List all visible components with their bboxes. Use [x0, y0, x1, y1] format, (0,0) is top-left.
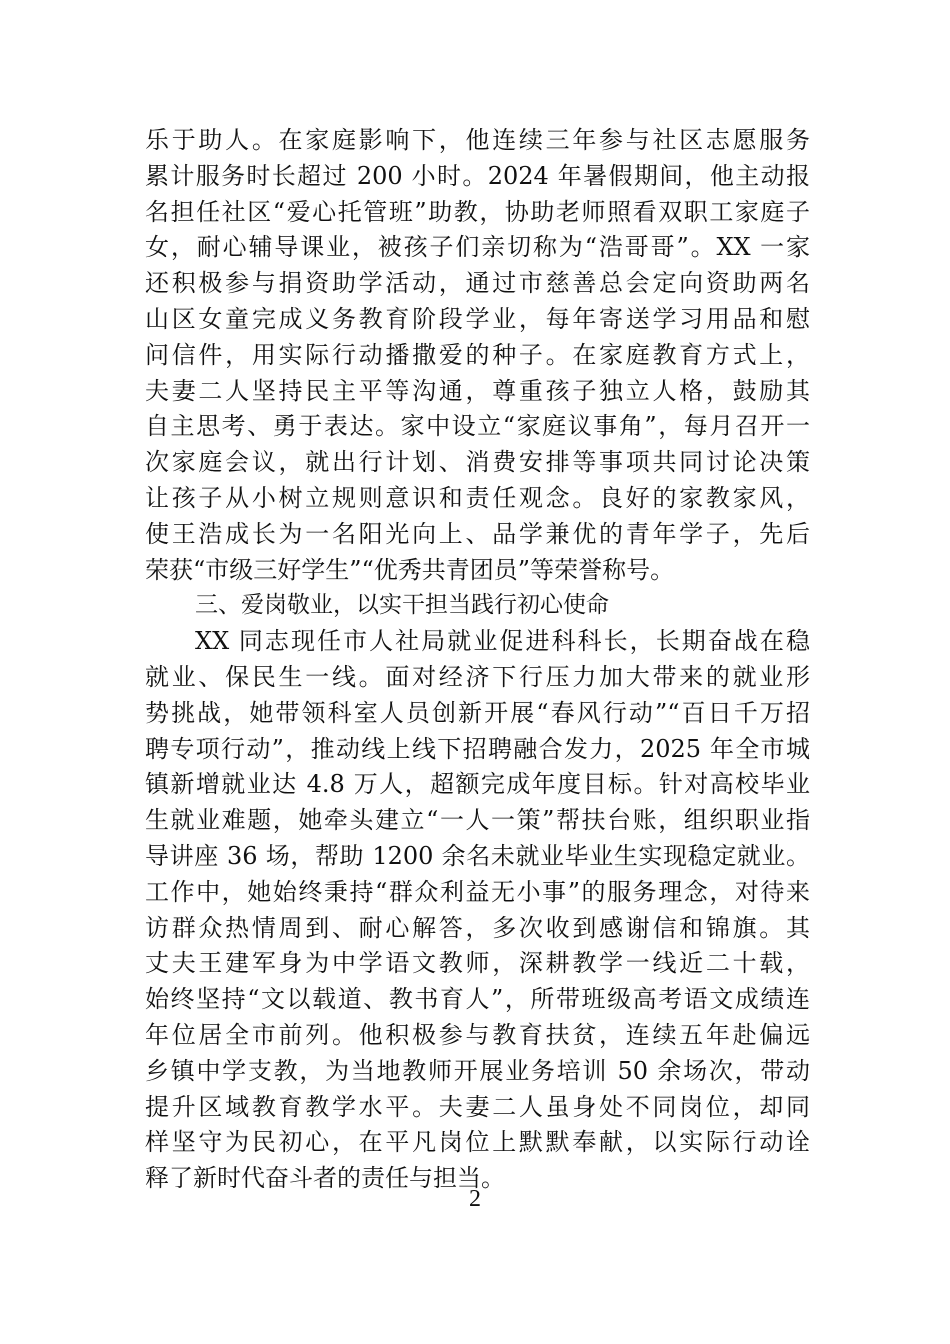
- paragraph-line: 累计服务时长超过 200 小时。2024 年暑假期间，他主动报: [145, 161, 810, 190]
- paragraph-line: 样坚守为民初心，在平凡岗位上默默奉献，以实际行动诠: [145, 1128, 810, 1157]
- paragraph-line: 山区女童完成义务教育阶段学业，每年寄送学习用品和慰: [145, 304, 810, 333]
- paragraph-line: 就业、保民生一线。面对经济下行压力加大带来的就业形: [145, 662, 810, 691]
- paragraph-line: 导讲座 36 场，帮助 1200 余名未就业毕业生实现稳定就业。: [145, 841, 810, 870]
- paragraph-line: 丈夫王建军身为中学语文教师，深耕教学一线近二十载，: [145, 949, 810, 978]
- paragraph-line: 年位居全市前列。他积极参与教育扶贫，连续五年赴偏远: [145, 1020, 810, 1049]
- paragraph-line: 问信件，用实际行动播撒爱的种子。在家庭教育方式上，: [145, 340, 810, 369]
- section-heading: 三、爱岗敬业，以实干担当践行初心使命: [195, 592, 609, 619]
- paragraph-line: 让孩子从小树立规则意识和责任观念。良好的家教家风，: [145, 483, 810, 512]
- paragraph-line: 荣获“市级三好学生”“优秀共青团员”等荣誉称号。: [145, 555, 675, 584]
- paragraph-line: 女，耐心辅导课业，被孩子们亲切称为“浩哥哥”。XX 一家: [145, 233, 810, 262]
- paragraph-line: 夫妻二人坚持民主平等沟通，尊重孩子独立人格，鼓励其: [145, 376, 810, 405]
- paragraph-line: 聘专项行动”，推动线上线下招聘融合发力，2025 年全市城: [145, 734, 810, 763]
- paragraph-line: 乐于助人。在家庭影响下，他连续三年参与社区志愿服务: [145, 126, 810, 154]
- paragraph-line: 始终坚持“文以载道、教书育人”，所带班级高考语文成绩连: [145, 985, 810, 1014]
- paragraph-line: 次家庭会议，就出行计划、消费安排等事项共同讨论决策: [145, 448, 810, 477]
- paragraph-line: 镇新增就业达 4.8 万人，超额完成年度目标。针对高校毕业: [145, 770, 810, 799]
- paragraph-line: 乡镇中学支教，为当地教师开展业务培训 50 余场次，带动: [145, 1056, 810, 1085]
- paragraph-line: 还积极参与捐资助学活动，通过市慈善总会定向资助两名: [145, 269, 810, 298]
- paragraph-line: 自主思考、勇于表达。家中设立“家庭议事角”，每月召开一: [145, 412, 810, 441]
- paragraph-line: 访群众热情周到、耐心解答，多次收到感谢信和锦旗。其: [145, 913, 810, 942]
- paragraph-line: 势挑战，她带领科室人员创新开展“春风行动”“百日千万招: [145, 698, 810, 727]
- paragraph-line: 使王浩成长为一名阳光向上、品学兼优的青年学子，先后: [145, 519, 810, 548]
- paragraph-line: 释了新时代奋斗者的责任与担当。: [145, 1164, 505, 1193]
- body-text: [145, 123, 810, 1197]
- page-number: 2: [469, 1186, 481, 1212]
- paragraph-line: 生就业难题，她牵头建立“一人一策”帮扶台账，组织职业指: [145, 806, 810, 835]
- paragraph-line: 工作中，她始终秉持“群众利益无小事”的服务理念，对待来: [145, 877, 810, 906]
- paragraph-line: 名担任社区“爱心托管班”助教，协助老师照看双职工家庭子: [145, 197, 810, 226]
- paragraph-line: 提升区域教育教学水平。夫妻二人虽身处不同岗位，却同: [145, 1092, 810, 1121]
- paragraph-line: XX 同志现任市人社局就业促进科科长，长期奋战在稳: [195, 627, 810, 656]
